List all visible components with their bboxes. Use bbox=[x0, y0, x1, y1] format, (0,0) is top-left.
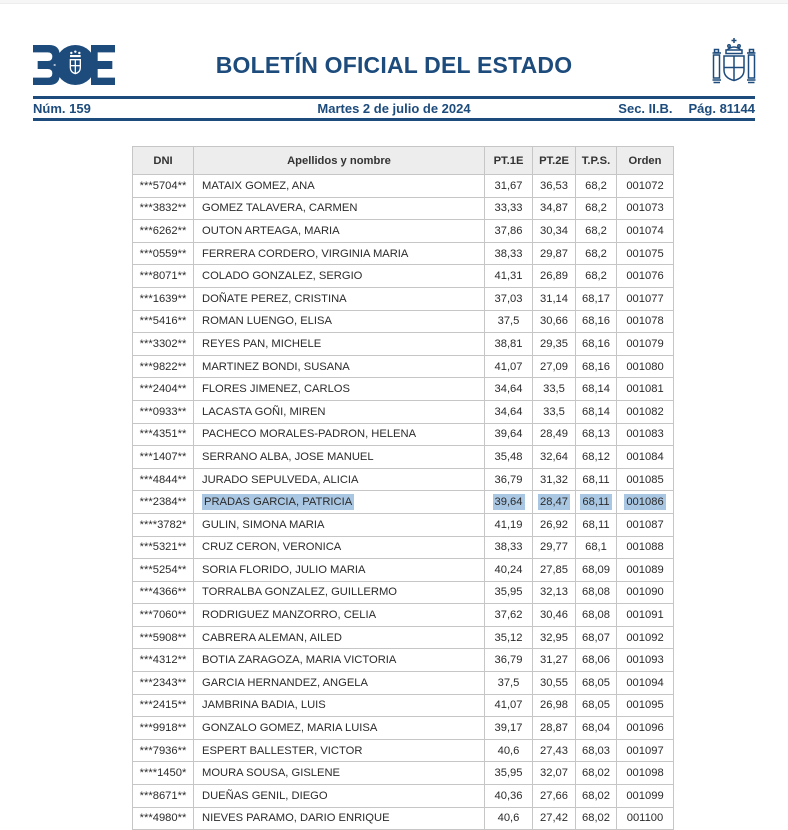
cell-name: COLADO GONZALEZ, SERGIO bbox=[194, 265, 485, 288]
cell-tps: 68,13 bbox=[576, 423, 617, 446]
cell-orden: 001088 bbox=[617, 536, 674, 559]
cell-pt1e: 39,64 bbox=[485, 491, 533, 514]
cell-pt1e: 37,5 bbox=[485, 310, 533, 333]
table-row bbox=[133, 626, 674, 649]
cell-pt2e: 27,09 bbox=[533, 355, 576, 378]
table-row bbox=[133, 220, 674, 243]
cell-dni: ***5321** bbox=[133, 536, 194, 559]
cell-pt2e: 30,55 bbox=[533, 672, 576, 695]
cell-tps: 68,16 bbox=[576, 355, 617, 378]
cell-name: GOMEZ TALAVERA, CARMEN bbox=[194, 197, 485, 220]
cell-dni: ****3782* bbox=[133, 513, 194, 536]
table-row bbox=[133, 242, 674, 265]
table-row bbox=[133, 807, 674, 830]
cell-orden: 001094 bbox=[617, 672, 674, 695]
cell-orden: 001090 bbox=[617, 581, 674, 604]
cell-pt1e: 40,6 bbox=[485, 739, 533, 762]
cell-dni: ***2415** bbox=[133, 694, 194, 717]
cell-tps: 68,04 bbox=[576, 717, 617, 740]
cell-tps: 68,09 bbox=[576, 559, 617, 582]
cell-pt1e: 37,5 bbox=[485, 672, 533, 695]
cell-dni: ***1407** bbox=[133, 446, 194, 469]
cell-orden: 001096 bbox=[617, 717, 674, 740]
table-row bbox=[133, 762, 674, 785]
cell-tps: 68,11 bbox=[576, 513, 617, 536]
cell-orden: 001097 bbox=[617, 739, 674, 762]
page-number: Pág. 81144 bbox=[688, 101, 755, 116]
table-row-selected bbox=[133, 491, 674, 514]
table-row bbox=[133, 694, 674, 717]
cell-orden: 001077 bbox=[617, 287, 674, 310]
cell-orden: 001092 bbox=[617, 626, 674, 649]
cell-pt2e: 31,27 bbox=[533, 649, 576, 672]
cell-dni: ***6262** bbox=[133, 220, 194, 243]
table-row bbox=[133, 739, 674, 762]
cell-pt2e: 28,87 bbox=[533, 717, 576, 740]
cell-pt1e: 35,95 bbox=[485, 762, 533, 785]
column-header-name: Apellidos y nombre bbox=[194, 147, 485, 175]
cell-tps: 68,08 bbox=[576, 604, 617, 627]
cell-name: PRADAS GARCIA, PATRICIA bbox=[194, 491, 485, 514]
table-row bbox=[133, 423, 674, 446]
table-row bbox=[133, 536, 674, 559]
cell-dni: ***4312** bbox=[133, 649, 194, 672]
cell-tps: 68,17 bbox=[576, 287, 617, 310]
cell-orden: 001100 bbox=[617, 807, 674, 830]
cell-pt2e: 28,49 bbox=[533, 423, 576, 446]
page-top-edge bbox=[0, 0, 788, 4]
column-header-pt1e: PT.1E bbox=[485, 147, 533, 175]
cell-dni: ***9822** bbox=[133, 355, 194, 378]
cell-pt2e: 32,07 bbox=[533, 762, 576, 785]
cell-pt2e: 26,92 bbox=[533, 513, 576, 536]
cell-tps: 68,03 bbox=[576, 739, 617, 762]
cell-name: FLORES JIMENEZ, CARLOS bbox=[194, 378, 485, 401]
issue-date: Martes 2 de julio de 2024 bbox=[317, 101, 471, 116]
cell-orden: 001085 bbox=[617, 468, 674, 491]
cell-dni: ***7060** bbox=[133, 604, 194, 627]
cell-name: ESPERT BALLESTER, VICTOR bbox=[194, 739, 485, 762]
cell-name: ROMAN LUENGO, ELISA bbox=[194, 310, 485, 333]
cell-pt1e: 41,07 bbox=[485, 355, 533, 378]
cell-name: BOTIA ZARAGOZA, MARIA VICTORIA bbox=[194, 649, 485, 672]
cell-pt1e: 37,62 bbox=[485, 604, 533, 627]
cell-orden: 001087 bbox=[617, 513, 674, 536]
column-header-pt2e: PT.2E bbox=[533, 147, 576, 175]
cell-dni: ***5254** bbox=[133, 559, 194, 582]
cell-pt1e: 40,6 bbox=[485, 807, 533, 830]
cell-tps: 68,16 bbox=[576, 310, 617, 333]
cell-tps: 68,06 bbox=[576, 649, 617, 672]
cell-pt1e: 34,64 bbox=[485, 400, 533, 423]
cell-name: SORIA FLORIDO, JULIO MARIA bbox=[194, 559, 485, 582]
cell-orden: 001083 bbox=[617, 423, 674, 446]
cell-tps: 68,02 bbox=[576, 785, 617, 808]
cell-pt1e: 35,48 bbox=[485, 446, 533, 469]
cell-orden: 001086 bbox=[617, 491, 674, 514]
cell-pt2e: 31,32 bbox=[533, 468, 576, 491]
cell-pt2e: 27,85 bbox=[533, 559, 576, 582]
cell-pt1e: 36,79 bbox=[485, 468, 533, 491]
cell-dni: ***3832** bbox=[133, 197, 194, 220]
cell-tps: 68,11 bbox=[576, 491, 617, 514]
cell-orden: 001081 bbox=[617, 378, 674, 401]
cell-name: MARTINEZ BONDI, SUSANA bbox=[194, 355, 485, 378]
cell-pt2e: 31,14 bbox=[533, 287, 576, 310]
cell-orden: 001098 bbox=[617, 762, 674, 785]
section-label: Sec. II.B. bbox=[618, 101, 673, 116]
cell-name: GONZALO GOMEZ, MARIA LUISA bbox=[194, 717, 485, 740]
cell-pt1e: 39,64 bbox=[485, 423, 533, 446]
cell-dni: ***4351** bbox=[133, 423, 194, 446]
table-row bbox=[133, 513, 674, 536]
cell-dni: ***2384** bbox=[133, 491, 194, 514]
cell-pt1e: 41,07 bbox=[485, 694, 533, 717]
cell-tps: 68,02 bbox=[576, 807, 617, 830]
cell-tps: 68,14 bbox=[576, 378, 617, 401]
cell-dni: ***8671** bbox=[133, 785, 194, 808]
cell-name: SERRANO ALBA, JOSE MANUEL bbox=[194, 446, 485, 469]
table-row bbox=[133, 604, 674, 627]
cell-dni: ***7936** bbox=[133, 739, 194, 762]
table-row bbox=[133, 197, 674, 220]
cell-pt1e: 39,17 bbox=[485, 717, 533, 740]
cell-pt2e: 27,43 bbox=[533, 739, 576, 762]
results-table bbox=[132, 146, 674, 830]
cell-name: JURADO SEPULVEDA, ALICIA bbox=[194, 468, 485, 491]
cell-pt1e: 33,33 bbox=[485, 197, 533, 220]
cell-name: REYES PAN, MICHELE bbox=[194, 333, 485, 356]
cell-tps: 68,16 bbox=[576, 333, 617, 356]
spain-coat-of-arms-icon bbox=[711, 36, 757, 97]
cell-orden: 001072 bbox=[617, 175, 674, 198]
cell-pt2e: 32,95 bbox=[533, 626, 576, 649]
cell-name: JAMBRINA BADIA, LUIS bbox=[194, 694, 485, 717]
cell-name: GULIN, SIMONA MARIA bbox=[194, 513, 485, 536]
table-row bbox=[133, 785, 674, 808]
cell-orden: 001093 bbox=[617, 649, 674, 672]
table-row bbox=[133, 355, 674, 378]
cell-pt2e: 26,98 bbox=[533, 694, 576, 717]
cell-orden: 001076 bbox=[617, 265, 674, 288]
cell-name: NIEVES PARAMO, DARIO ENRIQUE bbox=[194, 807, 485, 830]
cell-name: TORRALBA GONZALEZ, GUILLERMO bbox=[194, 581, 485, 604]
masthead-rule-top bbox=[33, 96, 755, 99]
cell-orden: 001080 bbox=[617, 355, 674, 378]
table-header bbox=[133, 147, 674, 175]
cell-dni: ***0933** bbox=[133, 400, 194, 423]
cell-tps: 68,2 bbox=[576, 265, 617, 288]
cell-tps: 68,08 bbox=[576, 581, 617, 604]
cell-pt2e: 27,66 bbox=[533, 785, 576, 808]
cell-pt2e: 30,46 bbox=[533, 604, 576, 627]
table-row bbox=[133, 378, 674, 401]
cell-pt1e: 35,95 bbox=[485, 581, 533, 604]
column-header-orden: Orden bbox=[617, 147, 674, 175]
table-row bbox=[133, 717, 674, 740]
table-row bbox=[133, 446, 674, 469]
cell-pt2e: 30,66 bbox=[533, 310, 576, 333]
cell-tps: 68,11 bbox=[576, 468, 617, 491]
cell-pt1e: 41,31 bbox=[485, 265, 533, 288]
table-row bbox=[133, 310, 674, 333]
cell-dni: ***3302** bbox=[133, 333, 194, 356]
cell-dni: ***0559** bbox=[133, 242, 194, 265]
cell-dni: ***4844** bbox=[133, 468, 194, 491]
cell-name: PACHECO MORALES-PADRON, HELENA bbox=[194, 423, 485, 446]
cell-name: GARCIA HERNANDEZ, ANGELA bbox=[194, 672, 485, 695]
cell-pt2e: 32,64 bbox=[533, 446, 576, 469]
cell-tps: 68,2 bbox=[576, 197, 617, 220]
table-body bbox=[133, 175, 674, 830]
cell-tps: 68,2 bbox=[576, 220, 617, 243]
cell-pt1e: 31,67 bbox=[485, 175, 533, 198]
cell-orden: 001079 bbox=[617, 333, 674, 356]
cell-orden: 001082 bbox=[617, 400, 674, 423]
cell-dni: ***4980** bbox=[133, 807, 194, 830]
page-title: BOLETÍN OFICIAL DEL ESTADO bbox=[215, 52, 573, 78]
cell-name: MATAIX GOMEZ, ANA bbox=[194, 175, 485, 198]
cell-tps: 68,02 bbox=[576, 762, 617, 785]
cell-dni: ***5704** bbox=[133, 175, 194, 198]
cell-pt2e: 29,87 bbox=[533, 242, 576, 265]
cell-pt2e: 33,5 bbox=[533, 378, 576, 401]
cell-name: CRUZ CERON, VERONICA bbox=[194, 536, 485, 559]
cell-name: DOÑATE PEREZ, CRISTINA bbox=[194, 287, 485, 310]
cell-pt1e: 34,64 bbox=[485, 378, 533, 401]
cell-dni: ***5416** bbox=[133, 310, 194, 333]
cell-orden: 001091 bbox=[617, 604, 674, 627]
cell-name: LACASTA GOÑI, MIREN bbox=[194, 400, 485, 423]
cell-pt1e: 40,24 bbox=[485, 559, 533, 582]
cell-pt2e: 34,87 bbox=[533, 197, 576, 220]
section-page-block bbox=[618, 101, 755, 116]
cell-name: RODRIGUEZ MANZORRO, CELIA bbox=[194, 604, 485, 627]
table-row bbox=[133, 333, 674, 356]
issue-number: Núm. 159 bbox=[33, 101, 91, 116]
table-row bbox=[133, 559, 674, 582]
cell-pt2e: 33,5 bbox=[533, 400, 576, 423]
cell-pt1e: 38,33 bbox=[485, 242, 533, 265]
cell-tps: 68,07 bbox=[576, 626, 617, 649]
cell-pt1e: 36,79 bbox=[485, 649, 533, 672]
cell-pt2e: 27,42 bbox=[533, 807, 576, 830]
cell-tps: 68,12 bbox=[576, 446, 617, 469]
table-row bbox=[133, 175, 674, 198]
cell-pt1e: 38,81 bbox=[485, 333, 533, 356]
table-row bbox=[133, 287, 674, 310]
column-header-dni: DNI bbox=[133, 147, 194, 175]
cell-tps: 68,2 bbox=[576, 175, 617, 198]
cell-orden: 001074 bbox=[617, 220, 674, 243]
table-row bbox=[133, 400, 674, 423]
cell-dni: ***2404** bbox=[133, 378, 194, 401]
cell-orden: 001089 bbox=[617, 559, 674, 582]
cell-dni: ***4366** bbox=[133, 581, 194, 604]
cell-name: OUTON ARTEAGA, MARIA bbox=[194, 220, 485, 243]
cell-pt1e: 40,36 bbox=[485, 785, 533, 808]
cell-name: MOURA SOUSA, GISLENE bbox=[194, 762, 485, 785]
cell-pt2e: 30,34 bbox=[533, 220, 576, 243]
cell-tps: 68,2 bbox=[576, 242, 617, 265]
cell-pt2e: 28,47 bbox=[533, 491, 576, 514]
cell-tps: 68,14 bbox=[576, 400, 617, 423]
cell-pt2e: 36,53 bbox=[533, 175, 576, 198]
cell-orden: 001099 bbox=[617, 785, 674, 808]
cell-pt1e: 37,03 bbox=[485, 287, 533, 310]
cell-pt2e: 32,13 bbox=[533, 581, 576, 604]
masthead-rule-bottom bbox=[33, 118, 755, 121]
cell-orden: 001073 bbox=[617, 197, 674, 220]
cell-orden: 001078 bbox=[617, 310, 674, 333]
cell-dni: ***1639** bbox=[133, 287, 194, 310]
cell-pt2e: 26,89 bbox=[533, 265, 576, 288]
table-row bbox=[133, 265, 674, 288]
cell-orden: 001095 bbox=[617, 694, 674, 717]
cell-name: FERRERA CORDERO, VIRGINIA MARIA bbox=[194, 242, 485, 265]
table-row bbox=[133, 581, 674, 604]
cell-tps: 68,05 bbox=[576, 672, 617, 695]
cell-pt2e: 29,77 bbox=[533, 536, 576, 559]
cell-tps: 68,05 bbox=[576, 694, 617, 717]
cell-dni: ***8071** bbox=[133, 265, 194, 288]
cell-name: DUEÑAS GENIL, DIEGO bbox=[194, 785, 485, 808]
table-row bbox=[133, 672, 674, 695]
cell-orden: 001075 bbox=[617, 242, 674, 265]
table-header-row bbox=[133, 147, 674, 175]
table-row bbox=[133, 649, 674, 672]
cell-pt1e: 35,12 bbox=[485, 626, 533, 649]
table-row bbox=[133, 468, 674, 491]
cell-pt1e: 41,19 bbox=[485, 513, 533, 536]
cell-tps: 68,1 bbox=[576, 536, 617, 559]
cell-pt2e: 29,35 bbox=[533, 333, 576, 356]
cell-pt1e: 37,86 bbox=[485, 220, 533, 243]
cell-dni: ***9918** bbox=[133, 717, 194, 740]
cell-dni: ****1450* bbox=[133, 762, 194, 785]
cell-name: CABRERA ALEMAN, AILED bbox=[194, 626, 485, 649]
cell-dni: ***5908** bbox=[133, 626, 194, 649]
cell-pt1e: 38,33 bbox=[485, 536, 533, 559]
cell-orden: 001084 bbox=[617, 446, 674, 469]
cell-dni: ***2343** bbox=[133, 672, 194, 695]
column-header-tps: T.P.S. bbox=[576, 147, 617, 175]
